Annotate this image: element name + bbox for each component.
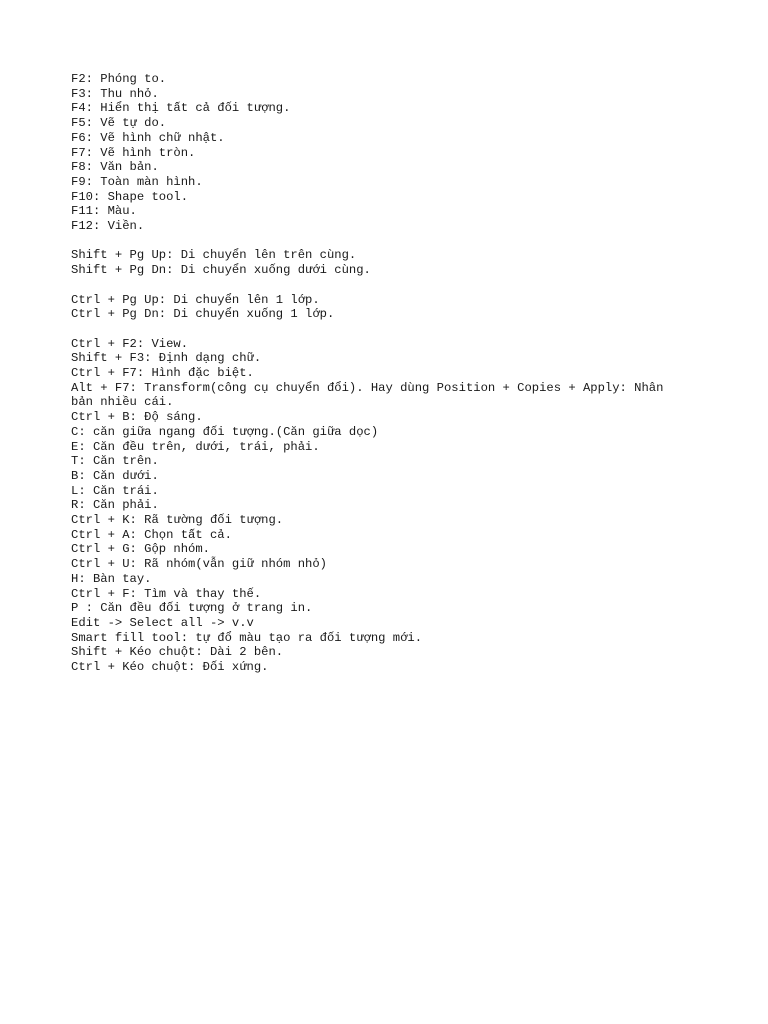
- shortcut-line: Ctrl + F2: View.: [71, 336, 189, 351]
- shortcut-line: H: Bàn tay.: [71, 571, 152, 586]
- shortcut-line: Ctrl + Pg Up: Di chuyển lên 1 lớp.: [71, 292, 320, 307]
- shortcut-line: Alt + F7: Transform(công cụ chuyển đổi). Hay dùng Position + Copies + Apply: Nhân: [71, 380, 664, 395]
- shortcut-line: Edit -> Select all -> v.v: [71, 615, 254, 630]
- shortcut-line: bản nhiều cái.: [71, 395, 174, 410]
- shortcut-line: Ctrl + B: Độ sáng.: [71, 410, 203, 425]
- shortcut-line: F7: Vẽ hình tròn.: [71, 145, 196, 160]
- shortcut-line: Ctrl + F7: Hình đặc biệt.: [71, 366, 254, 381]
- function-keys-group: [71, 72, 711, 234]
- shortcut-line: E: Căn đều trên, dưới, trái, phải.: [71, 439, 320, 454]
- shortcut-line: Shift + Pg Up: Di chuyển lên trên cùng.: [71, 248, 357, 263]
- shortcut-line: Shift + Kéo chuột: Dài 2 bên.: [71, 645, 284, 660]
- shortcut-line: Ctrl + U: Rã nhóm(vẫn giữ nhóm nhỏ): [71, 557, 327, 572]
- shortcut-line: Ctrl + F: Tìm và thay thế.: [71, 586, 262, 601]
- shortcut-line: F3: Thu nhỏ.: [71, 86, 159, 101]
- shortcut-line: Ctrl + Pg Dn: Di chuyển xuống 1 lớp.: [71, 307, 335, 322]
- shortcut-line: Ctrl + A: Chọn tất cả.: [71, 527, 232, 542]
- shortcut-line: Smart fill tool: tự đổ màu tạo ra đối tượng mới.: [71, 630, 423, 645]
- shortcut-line: F2: Phóng to.: [71, 72, 167, 86]
- shift-page-group: [71, 248, 711, 277]
- shortcut-line: F11: Màu.: [71, 204, 137, 219]
- shortcut-line: F5: Vẽ tự do.: [71, 116, 167, 131]
- shortcut-line: F8: Văn bản.: [71, 160, 159, 175]
- shortcut-line: R: Căn phải.: [71, 498, 159, 513]
- shortcut-line: C: căn giữa ngang đối tượng.(Căn giữa dọc): [71, 424, 379, 439]
- shortcut-line: Shift + Pg Dn: Di chuyển xuống dưới cùng.: [71, 263, 371, 278]
- shortcut-line: Ctrl + Kéo chuột: Đối xứng.: [71, 660, 269, 675]
- shortcut-line: Ctrl + K: Rã tường đối tượng.: [71, 513, 284, 528]
- shortcut-line: B: Căn dưới.: [71, 468, 159, 483]
- shortcut-line: P : Căn đều đối tượng ở trang in.: [71, 601, 313, 616]
- ctrl-page-group: [71, 293, 711, 322]
- shortcut-line: Ctrl + G: Gộp nhóm.: [71, 542, 210, 557]
- shortcut-line: F6: Vẽ hình chữ nhật.: [71, 130, 225, 145]
- shortcut-line: F9: Toàn màn hình.: [71, 174, 203, 189]
- document-page: [71, 72, 711, 689]
- misc-shortcuts-group: [71, 337, 711, 675]
- shortcut-line: L: Căn trái.: [71, 483, 159, 498]
- shortcut-line: F12: Viền.: [71, 219, 145, 234]
- shortcut-line: F4: Hiển thị tất cả đối tượng.: [71, 101, 291, 116]
- shortcut-line: Shift + F3: Định dạng chữ.: [71, 351, 262, 366]
- shortcut-line: F10: Shape tool.: [71, 189, 189, 204]
- shortcut-line: T: Căn trên.: [71, 454, 159, 469]
